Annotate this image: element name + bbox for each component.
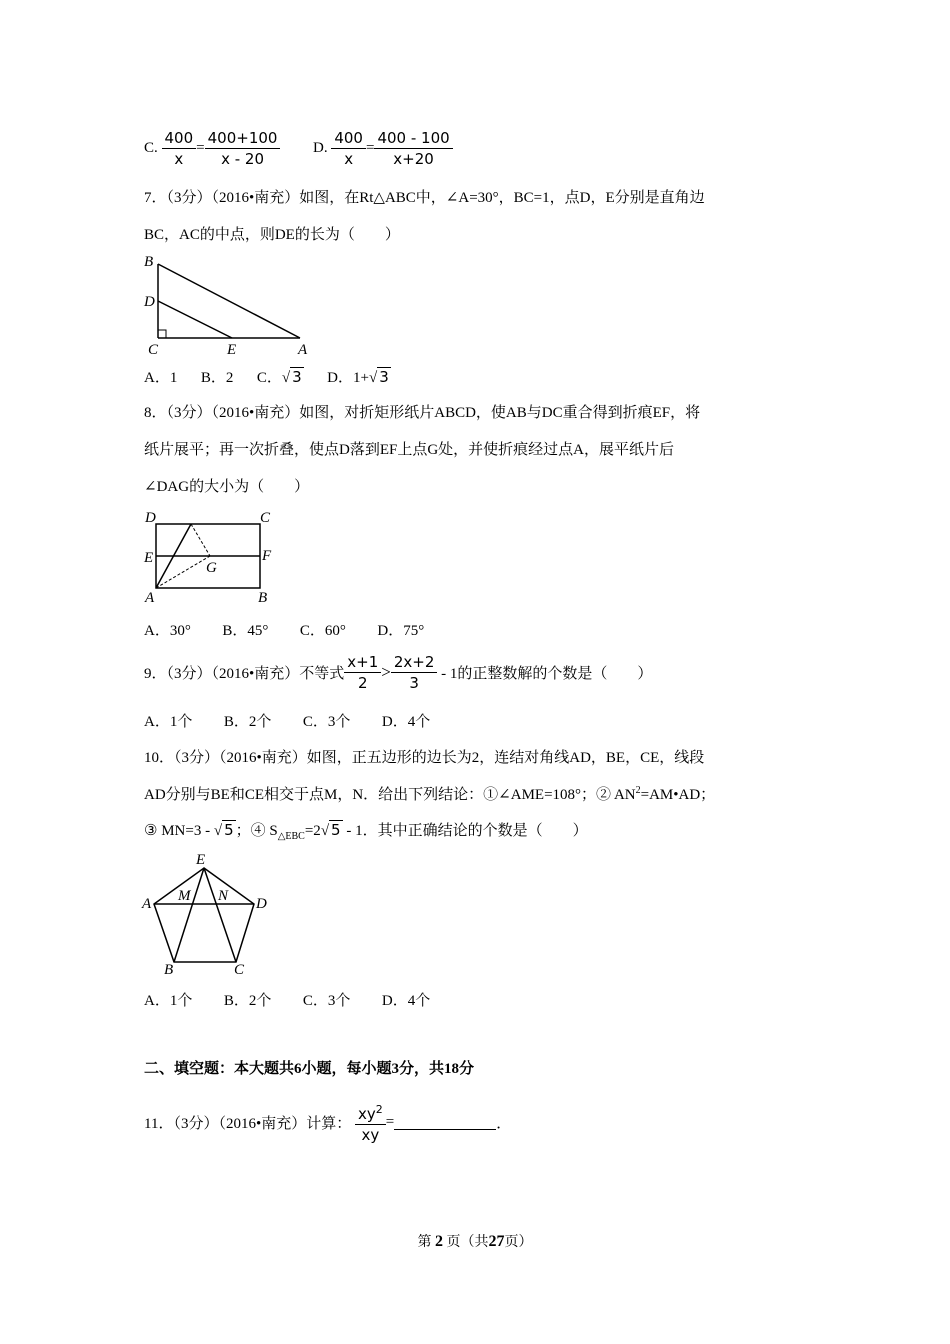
q9-option-b: B．2个 — [223, 714, 272, 730]
q10-text-line2: AD分别与BE和CE相交于点M，N．给出下列结论：①∠AME=108°；② $AN^2=AM•AD$； — [144, 785, 716, 803]
q10-option-c: C．3个 — [302, 993, 351, 1009]
total-page-number: 27 — [488, 1233, 505, 1250]
q11-fraction: $\frac{xy^2}{xy}$ — [355, 1100, 386, 1145]
q7-options — [144, 366, 391, 387]
q10-option-a: A．1个 — [144, 993, 193, 1009]
q10-diagonal-be — [174, 868, 204, 962]
q9-fraction-2: $\frac{2x+2}{3}$ — [391, 652, 438, 693]
q9-option-a: A．1个 — [144, 714, 193, 730]
q10-pentagon-abcde — [154, 868, 254, 962]
sqrt-symbol: √ 3 — [281, 368, 302, 386]
q11-text: 11．（3分）（2016•南充）计算： $\frac{xy^2}{xy}$ = ． — [144, 1100, 511, 1145]
q7-triangle-figure — [140, 250, 310, 358]
q9-fraction-1: $\frac{x+1}{2}$ — [344, 652, 381, 693]
q10-label-c: C — [234, 962, 245, 978]
q8-label-a: A — [145, 590, 155, 606]
q10-pentagon-figure — [140, 850, 280, 980]
q7-option-b: B．2 — [200, 370, 234, 386]
q8-option-c: C．60° — [299, 623, 346, 639]
q7-right-angle-mark — [158, 330, 166, 338]
q7-label-e: E — [227, 342, 237, 358]
q10-option-d: D．4个 — [381, 993, 431, 1009]
sqrt-symbol: √ 5 — [320, 821, 341, 839]
q7-segment-de — [158, 301, 232, 338]
q8-text-line2: 纸片展平；再一次折叠，使点D落到EF上点G处，并使折痕经过点A，展平纸片后 — [144, 442, 675, 458]
q10-label-n: N — [218, 888, 229, 904]
q8-segment-g-fold — [191, 524, 210, 556]
q6-d-lhs-fraction: $\frac{400}{x}$ — [331, 128, 366, 169]
q10-text-line3: ③ MN=3 - √ 5 ；④ $S_{\triangle EBC}=2√$ 5 - 1．其中正确结论的个数是（ ） — [144, 821, 588, 842]
q6-c-rhs-fraction: $\frac{400+100}{x - 20}$ — [205, 128, 281, 169]
q8-label-d: D — [145, 510, 156, 526]
q8-text-line1: 8．（3分）（2016•南充）如图，对折矩形纸片ABCD，使AB与DC重合得到折痕EF，将 — [144, 405, 701, 421]
q6-c-lhs-fraction: $\frac{400}{x}$ — [162, 128, 197, 169]
q7-label-c: C — [148, 342, 159, 358]
section-title-fill-in: 二、填空题：本大题共6小题，每小题3分，共18分 — [144, 1061, 475, 1077]
q7-text-line1: 7．（3分）（2016•南充）如图，在Rt△ABC中，∠A=30°，BC=1，点D，E分别是直角边 — [144, 190, 705, 206]
q10-options — [144, 989, 430, 1010]
q7-label-d: D — [144, 294, 155, 310]
q8-options — [144, 619, 424, 640]
q9-options — [144, 710, 430, 731]
q8-label-e: E — [144, 550, 154, 566]
q9-option-d: D．4个 — [381, 714, 431, 730]
q7-option-d: D．1+√ 3 — [327, 368, 389, 386]
q8-rectangle-figure — [140, 506, 280, 606]
page-footer: 第 2 页（共27页） — [417, 1233, 533, 1250]
q7-option-a: A．1 — [144, 370, 178, 386]
q6-d-rhs-fraction: $\frac{400 - 100}{x+20}$ — [374, 128, 452, 169]
q6-option-c: C. $\frac{400}{x}$ = $\frac{400+100}{x - 20}$ — [144, 128, 280, 169]
q10-label-d: D — [256, 896, 267, 912]
q8-text-line3: ∠DAG的大小为（ ） — [144, 479, 310, 495]
sqrt-symbol: √ 3 — [368, 368, 389, 386]
q7-label-b: B — [144, 254, 154, 270]
q9-text: 9．（3分）（2016•南充）不等式 $\frac{x+1}{2}$ > $\frac{2x+2}{3}$ - 1的正整数解的个数是（ ） — [144, 653, 653, 692]
q11-answer-blank[interactable] — [394, 1115, 496, 1130]
q10-text-line1: 10．（3分）（2016•南充）如图，正五边形的边长为2，连结对角线AD，BE，CE，线段 — [144, 750, 705, 766]
q6-option-d: D. $\frac{400}{x}$ = $\frac{400 - 100}{x+20}$ — [313, 128, 453, 169]
q7-text-line2: BC，AC的中点，则DE的长为（ ） — [144, 227, 400, 243]
q8-option-d: D．75° — [377, 623, 425, 639]
q9-option-c: C．3个 — [302, 714, 351, 730]
q7-label-a: A — [298, 342, 308, 358]
current-page-number: 2 — [435, 1233, 443, 1250]
q7-side-ab — [158, 264, 300, 338]
q7-option-c: C．√ 3 — [256, 368, 302, 386]
q10-label-e: E — [196, 852, 206, 868]
q8-label-c: C — [260, 510, 271, 526]
q8-option-a: A．30° — [144, 623, 191, 639]
q8-label-b: B — [258, 590, 268, 606]
q8-label-g: G — [206, 560, 217, 576]
q10-option-b: B．2个 — [223, 993, 272, 1009]
q8-label-f: F — [262, 548, 272, 564]
q10-diagonal-ce — [204, 868, 236, 962]
sqrt-symbol: √ 5 — [213, 821, 234, 839]
q10-label-a: A — [142, 896, 152, 912]
q10-label-m: M — [178, 888, 191, 904]
q10-label-b: B — [164, 962, 174, 978]
q8-option-b: B．45° — [222, 623, 269, 639]
